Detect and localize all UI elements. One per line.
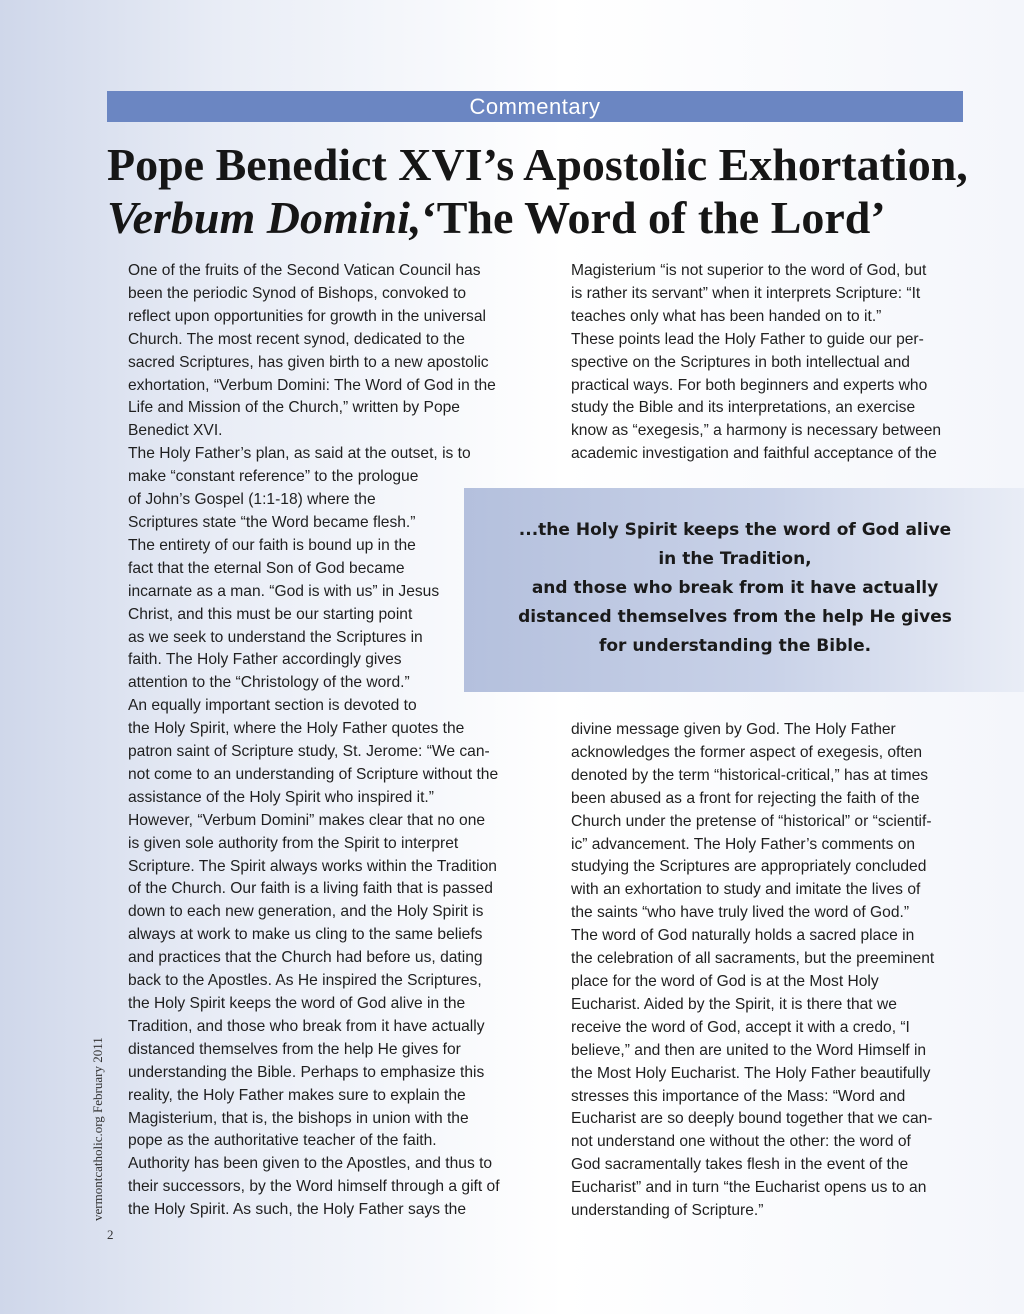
text-line: their successors, by the Word himself through a gift of (128, 1178, 500, 1196)
paragraph (550, 260, 970, 329)
text-line: The Holy Father’s plan, as said at the outset, is to (128, 445, 471, 463)
text-line: Magisterium, that is, the bishops in union with the (128, 1109, 469, 1127)
text-line: understanding the Bible. Perhaps to emphasize this (128, 1063, 485, 1081)
pull-quote-line: distanced themselves from the help He gives (518, 607, 952, 627)
text-line: Tradition, and those who break from it have actually (128, 1017, 485, 1035)
text-line: of John’s Gospel (1:1-18) where the (128, 491, 376, 509)
text-line: spective on the Scriptures in both intellectual and (571, 353, 910, 371)
text-line: is given sole authority from the Spirit to interpret (128, 834, 459, 852)
text-line: believe,” and then are united to the Word Himself in (571, 1041, 927, 1059)
text-line: divine message given by God. The Holy Father (571, 721, 896, 738)
text-line: pope as the authoritative teacher of the faith. (128, 1132, 437, 1150)
text-line: assistance of the Holy Spirit who inspired it.” (128, 788, 434, 806)
text-line: know as “exegesis,” a harmony is necessary between (571, 422, 942, 440)
title-rest: ‘The Word of the Lord’ (421, 192, 886, 243)
text-line: down to each new generation, and the Holy Spirit is (128, 903, 484, 921)
text-line: Life and Mission of the Church,” written by Pope (128, 399, 460, 417)
title-italic-part: Verbum Domini, (107, 192, 422, 243)
text-line: of the Church. Our faith is a living faith that is passed (128, 880, 493, 898)
text-line: the Most Holy Eucharist. The Holy Father beautifully (571, 1064, 931, 1082)
text-line: An equally important section is devoted to (128, 697, 417, 715)
publication-info: vermontcatholic.org February 2011 (90, 1037, 105, 1221)
text-line: back to the Apostles. As He inspired the Scriptures, (128, 972, 482, 990)
text-line: make “constant reference” to the prologue (128, 468, 419, 486)
pull-quote-line: for understanding the Bible. (598, 636, 872, 656)
text-line: sacred Scriptures, has given birth to a new apostolic (128, 353, 489, 371)
text-line: study the Bible and its interpretations, an exercise (571, 399, 916, 417)
text-line: Eucharist are so deeply bound together that we can- (571, 1110, 933, 1128)
paragraph (550, 329, 970, 466)
text-line: is rather its servant” when it interprets Scripture: “It (571, 284, 921, 302)
text-line: The word of God naturally holds a sacred place in (571, 927, 915, 945)
text-line: Benedict XVI. (128, 422, 223, 440)
text-line: studying the Scriptures are appropriately concluded (571, 858, 927, 876)
text-line: the saints “who have truly lived the word of God.” (571, 904, 910, 922)
text-line: not come to an understanding of Scripture without the (128, 765, 499, 783)
text-line: teaches only what has been handed on to it.” (571, 307, 882, 325)
text-line: with an exhortation to study and imitate the lives of (571, 881, 921, 899)
text-line: place for the word of God is at the Most Holy (571, 972, 879, 990)
text-line: practical ways. For both beginners and experts who (571, 376, 928, 394)
text-line: academic investigation and faithful acceptance of the (571, 445, 937, 463)
text-line: distanced themselves from the help He gives for (128, 1040, 461, 1058)
text-line: attention to the “Christology of the word.” (128, 674, 410, 692)
page-number: 2 (107, 1227, 114, 1242)
text-line: receive the word of God, accept it with a credo, “I (571, 1018, 910, 1036)
pull-quote-line: ...the Holy Spirit keeps the word of God alive (518, 520, 952, 540)
pull-quote-line: in the Tradition, (658, 549, 812, 569)
text-line: not understand one without the other: the word of (571, 1133, 911, 1151)
text-line: fact that the eternal Son of God became (128, 559, 405, 577)
text-line: Church under the pretense of “historical” or “scientif- (571, 812, 932, 830)
text-line: Scriptures state “the Word became flesh.” (128, 513, 416, 531)
pull-quote-line: and those who break from it have actually (531, 578, 939, 598)
text-line: faith. The Holy Father accordingly gives (128, 651, 402, 669)
text-line: always at work to make us cling to the same beliefs (128, 926, 483, 944)
text-line: been abused as a front for rejecting the faith of the (571, 789, 920, 807)
text-line: exhortation, “Verbum Domini: The Word of God in the (128, 376, 496, 394)
text-line: ic” advancement. The Holy Father’s comments on (571, 835, 916, 853)
text-line: Church. The most recent synod, dedicated to the (128, 330, 465, 348)
title-line-1: Pope Benedict XVI’s Apostolic Exhortation, (107, 139, 968, 190)
text-line: denoted by the term “historical-critical,” has at times (571, 766, 929, 784)
text-line: the Holy Spirit keeps the word of God alive in the (128, 995, 466, 1012)
text-line: and practices that the Church had before us, dating (128, 949, 483, 967)
text-line: patron saint of Scripture study, St. Jerome: “We can- (128, 743, 490, 761)
text-line: as we seek to understand the Scriptures in (128, 628, 423, 646)
left-column (107, 260, 527, 1222)
title-line-2 (107, 191, 987, 244)
section-banner: Commentary (107, 91, 963, 122)
text-line: the Holy Spirit, where the Holy Father quotes the (128, 720, 465, 738)
text-line: Authority has been given to the Apostles, and thus to (128, 1155, 493, 1173)
pull-quote (500, 516, 970, 661)
paragraph (550, 925, 970, 1223)
paragraph (107, 260, 527, 443)
text-line: Magisterium “is not superior to the word of God, but (571, 262, 927, 279)
text-line: One of the fruits of the Second Vatican Council has (128, 262, 481, 279)
text-line: Eucharist. Aided by the Spirit, it is there that we (571, 995, 897, 1013)
text-line: These points lead the Holy Father to guide our per- (571, 330, 924, 348)
text-line: Eucharist” and in turn “the Eucharist opens us to an (571, 1179, 927, 1197)
text-line: The entirety of our faith is bound up in the (128, 536, 416, 554)
paragraph (107, 810, 527, 1222)
text-line: incarnate as a man. “God is with us” in Jesus (128, 582, 440, 600)
text-line: understanding of Scripture.” (571, 1202, 764, 1220)
paragraph (550, 719, 970, 925)
text-line: stresses this importance of the Mass: “Word and (571, 1087, 906, 1105)
right-column-bottom (550, 719, 970, 1223)
text-line: the Holy Spirit. As such, the Holy Father says the (128, 1201, 467, 1219)
text-line: Christ, and this must be our starting point (128, 605, 413, 623)
text-line: acknowledges the former aspect of exegesis, often (571, 743, 923, 761)
text-line: God sacramentally takes flesh in the event of the (571, 1156, 909, 1174)
text-line: reality, the Holy Father makes sure to explain the (128, 1086, 466, 1104)
right-column-top (550, 260, 970, 466)
text-line: the celebration of all sacraments, but the preeminent (571, 950, 935, 968)
article-title (107, 138, 987, 244)
text-line: reflect upon opportunities for growth in the universal (128, 307, 486, 325)
text-line: Scripture. The Spirit always works within the Tradition (128, 857, 497, 875)
text-line: However, “Verbum Domini” makes clear that no one (128, 811, 486, 829)
text-line: been the periodic Synod of Bishops, convoked to (128, 284, 467, 302)
